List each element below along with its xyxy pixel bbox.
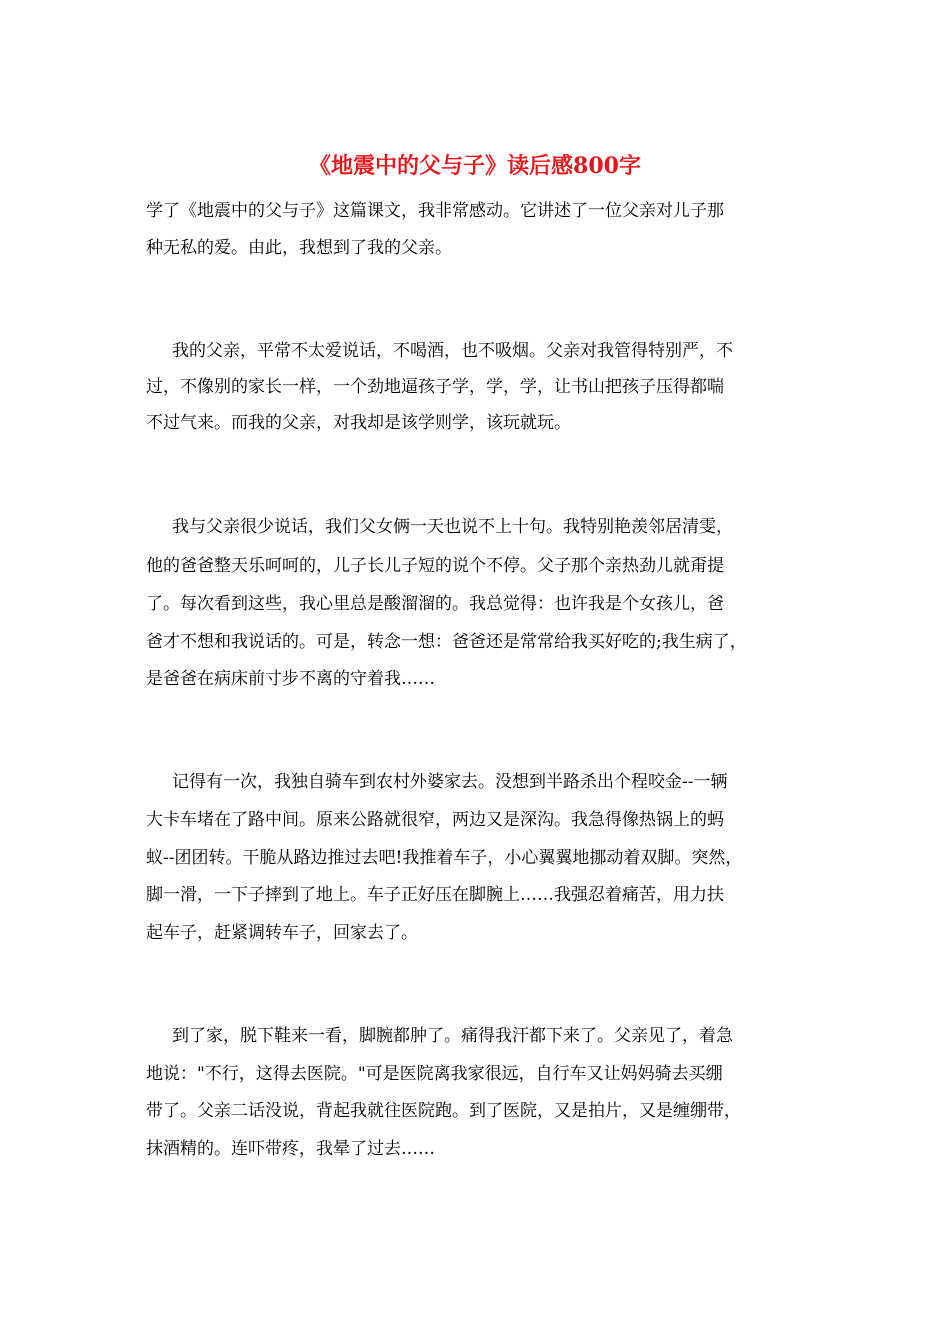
paragraph-4-line-4: 脚一滑，一下子摔到了地上。车子正好压在脚腕上……我强忍着痛苦，用力扶 xyxy=(146,885,724,905)
paragraph-3-line-1: 我与父亲很少说话，我们父女俩一天也说不上十句。我特别艳羡邻居清雯， xyxy=(172,517,733,537)
paragraph-1-line-1: 学了《地震中的父与子》这篇课文，我非常感动。它讲述了一位父亲对儿子那 xyxy=(146,201,724,221)
paragraph-4-line-1: 记得有一次，我独自骑车到农村外婆家去。没想到半路杀出个程咬金--一辆 xyxy=(172,772,728,792)
paragraph-4-line-3: 蚁--团团转。干脆从路边推过去吧!我推着车子，小心翼翼地挪动着双脚。突然， xyxy=(146,848,743,868)
paragraph-3-line-5: 是爸爸在病床前寸步不离的守着我…… xyxy=(146,669,435,689)
paragraph-4-line-5: 起车子，赶紧调转车子，回家去了。 xyxy=(146,923,418,943)
paragraph-5-line-3: 带了。父亲二话没说，背起我就往医院跑。到了医院，又是拍片，又是缠绷带， xyxy=(146,1101,741,1121)
paragraph-3-line-3: 了。每次看到这些，我心里总是酸溜溜的。我总觉得：也许我是个女孩儿，爸 xyxy=(146,594,724,614)
paragraph-5-line-1: 到了家，脱下鞋来一看，脚腕都肿了。痛得我汗都下来了。父亲见了，着急 xyxy=(172,1026,733,1046)
paragraph-3-line-2: 他的爸爸整天乐呵呵的，儿子长儿子短的说个不停。父子那个亲热劲儿就甭提 xyxy=(146,556,724,576)
paragraph-4-line-2: 大卡车堵在了路中间。原来公路就很窄，两边又是深沟。我急得像热锅上的蚂 xyxy=(146,810,724,830)
paragraph-2-line-2: 过，不像别的家长一样，一个劲地逼孩子学，学，学，让书山把孩子压得都喘 xyxy=(146,377,724,397)
paragraph-5-line-4: 抹酒精的。连吓带疼，我晕了过去…… xyxy=(146,1139,435,1159)
paragraph-5-line-2: 地说："不行，这得去医院。"可是医院离我家很远，自行车又让妈妈骑去买绷 xyxy=(146,1064,723,1084)
document-title: 《地震中的父与子》读后感800字 xyxy=(309,153,641,179)
paragraph-1-line-2: 种无私的爱。由此，我想到了我的父亲。 xyxy=(146,238,452,258)
paragraph-2-line-3: 不过气来。而我的父亲，对我却是该学则学，该玩就玩。 xyxy=(146,413,571,433)
paragraph-2-line-1: 我的父亲，平常不太爱说话，不喝酒，也不吸烟。父亲对我管得特别严，不 xyxy=(172,341,733,361)
paragraph-3-line-4: 爸才不想和我说话的。可是，转念一想：爸爸还是常常给我买好吃的;我生病了， xyxy=(146,632,747,652)
